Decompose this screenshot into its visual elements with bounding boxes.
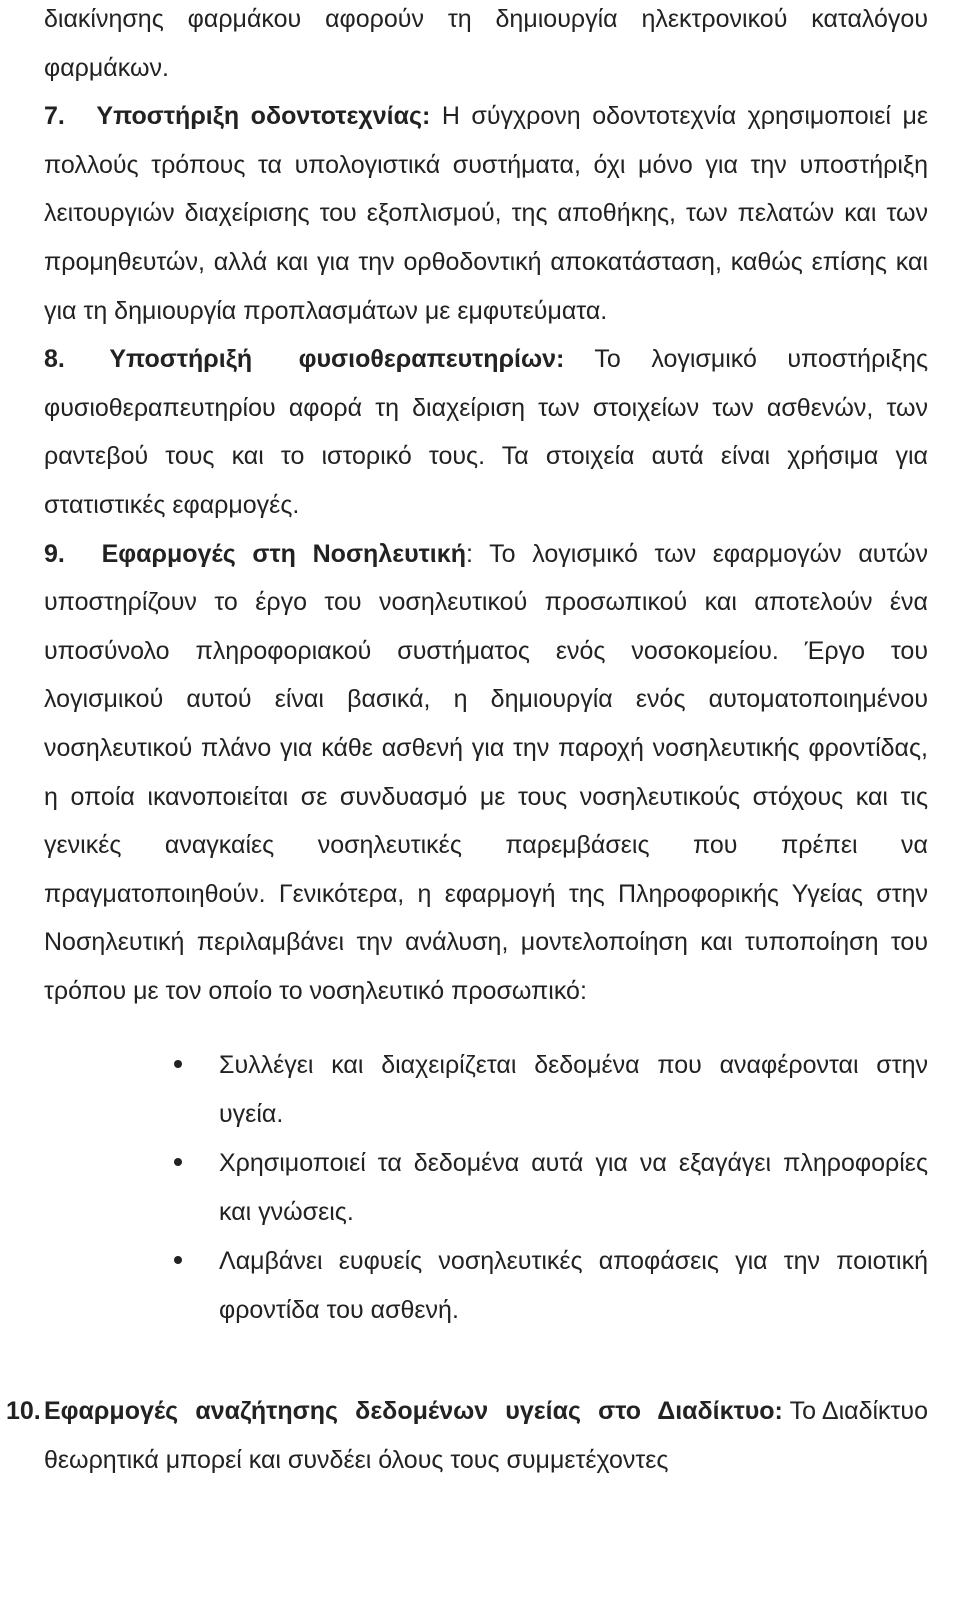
item-9-number: 9. [44,539,65,568]
intro-paragraph-end [44,44,928,93]
intro-line-1: διακίνησης φαρμάκου αφορούν τη δημιουργία ηλεκτρονικού καταλόγου [44,5,928,33]
item-10-text: Το Διαδίκτυο θεωρητικά μπορεί και συνδέει όλους τους συμμετέχοντες [44,1397,928,1475]
bullet-list [44,1041,928,1335]
bullet-item [219,1237,928,1335]
bullet-text-2: Χρησιμοποιεί τα δεδομένα αυτά για να εξαγάγει πληροφορίες και γνώσεις. [219,1149,928,1227]
bullet-text-3: Λαμβάνει ευφυείς νοσηλευτικές αποφάσεις για την ποιοτική φροντίδα του ασθενή. [219,1247,928,1325]
bullet-icon [174,1060,182,1068]
item-7-number: 7. [44,102,65,131]
item-10-title: Εφαρμογές αναζήτησης δεδομένων υγείας στο Διαδίκτυο: [44,1397,783,1426]
bullet-item [219,1139,928,1237]
bullet-item [219,1041,928,1139]
list-item-10 [6,1387,928,1484]
bullet-text-1: Συλλέγει και διαχειρίζεται δεδομένα που αναφέρονται στην υγεία. [219,1051,928,1129]
item-7-title: Υποστήριξη οδοντοτεχνίας: [96,102,431,131]
list-item-9 [44,530,928,1016]
item-9-text: : Το λογισμικό των εφαρμογών αυτών υποστηρίζουν το έργο του νοσηλευτικού προσωπικού και αποτελούν ένα υποσύνολο πληροφοριακού συστήματος ενός νοσοκομείου. Έργο του λογισμικού αυτού είναι βασικά, η δημιουργία ενός αυτοματοποιημένου νοσηλευτικού πλάνο για κάθε ασθενή για την παροχή νοσηλευτικής φροντίδας, η οποία ικανοποιείται σε συνδυασμό με τους νοσηλευτικούς στόχους και τις γενικές αναγκαίες νοσηλευτικές παρεμβάσεις που πρέπει να πραγματοποιηθούν. Γενικότερα, η εφαρμογή της Πληροφορικής Υγείας στην Νοσηλευτική περιλαμβάνει την ανάλυση, μοντελοποίηση και τυποποίηση του τρόπου με τον οποίο το νοσηλευτικό προσωπικό: [44,539,928,1005]
item-7-text: Η σύγχρονη οδοντοτεχνία χρησιμοποιεί με πολλούς τρόπους τα υπολογιστικά συστήματα, όχι μόνο για την υποστήριξη λειτουργιών διαχείρισης του εξοπλισμού, της αποθήκης, των πελατών και των προμηθευτών, αλλά και για την ορθοδοντική αποκατάσταση, καθώς επίσης και για τη δημιουργία προπλασμάτων με εμφυτεύματα. [44,102,928,325]
item-8-title: Υποστήριξή φυσιοθεραπευτηρίων: [109,345,565,374]
intro-line-2: φαρμάκων. [44,53,169,82]
item-10-number: 10. [6,1397,41,1426]
item-8-number: 8. [44,345,65,374]
item-9-title: Εφαρμογές στη Νοσηλευτική [101,539,466,568]
list-item-8 [44,335,928,529]
bullet-icon [174,1158,182,1166]
list-item-7 [44,92,928,335]
document-page [6,0,928,1510]
bullet-icon [174,1256,182,1264]
item-8-text: Το λογισμικό υποστήριξης φυσιοθεραπευτηρίου αφορά τη διαχείριση των στοιχείων των ασθενών, των ραντεβού τους και το ιστορικό τους. Τα στοιχεία αυτά είναι χρήσιμα για στατιστικές εφαρμογές. [44,345,928,519]
intro-paragraph [44,0,928,44]
